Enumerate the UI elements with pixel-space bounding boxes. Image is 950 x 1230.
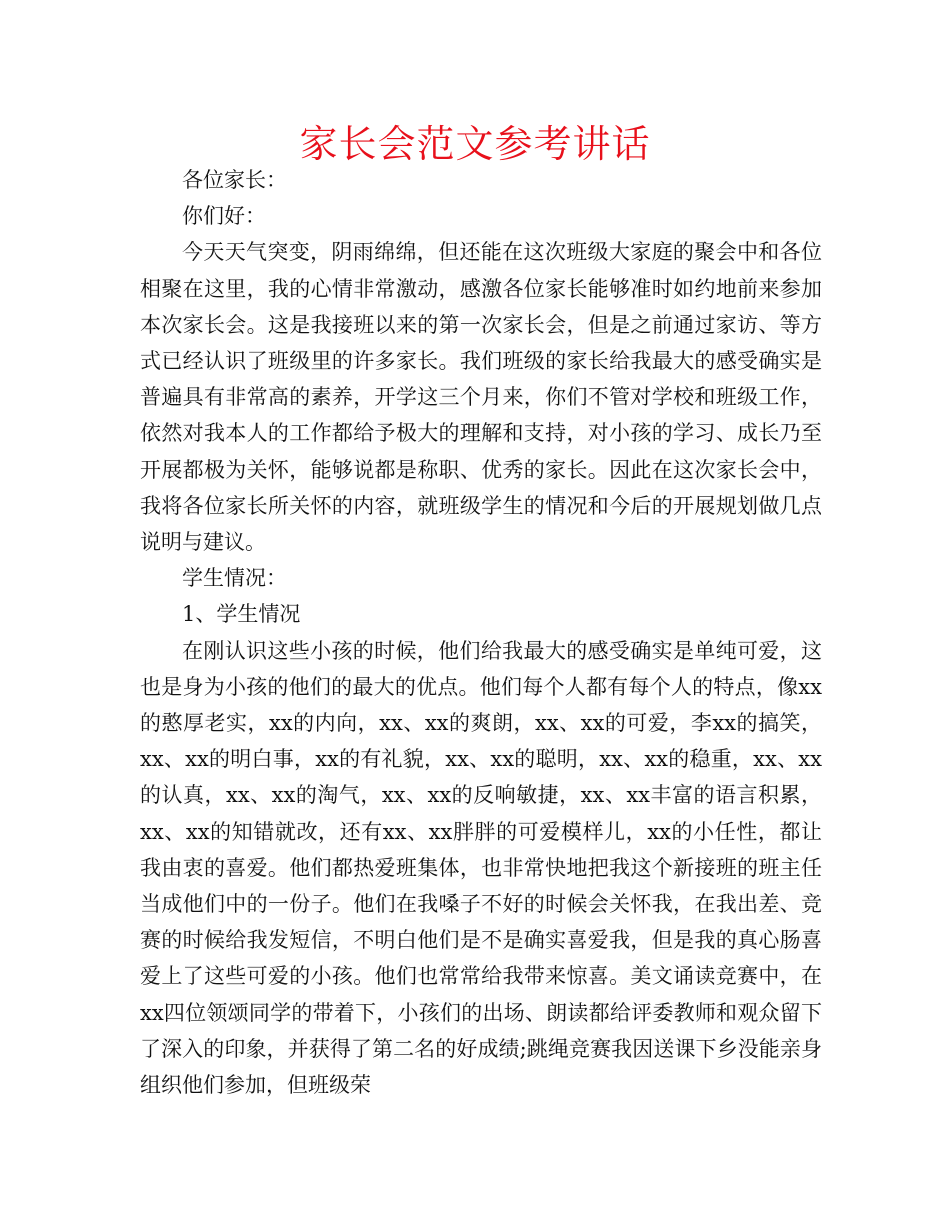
- section-heading-student-situation: 学生情况：: [182, 566, 287, 591]
- salutation-parents: 各位家长：: [182, 168, 287, 192]
- document-title: 家长会范文参考讲话: [299, 122, 651, 166]
- body-paragraph-intro: 今天天气突变，阴雨绵绵，但还能在这次班级大家庭的聚会中和各位相聚在这里，我的心情非常激动，感激各位家长能够准时如约地前来参加本次家长会。这是我接班以来的第一次家长会，但是之前通过家访、等方式已经认识了班级里的许多家长。我们班级的家长给我最大的感受确实是普遍具有非常高的素养，开学这三个月来，你们不管对学校和班级工作，依然对我本人的工作都给予极大的理解和支持，对小孩的学习、成长乃至开展都极为关怀，能够说都是称职、优秀的家长。因此在这次家长会中，我将各位家长所关怀的内容，就班级学生的情况和今后的开展规划做几点说明与建议。: [140, 240, 822, 555]
- document-body: [140, 162, 822, 1103]
- greeting: 你们好：: [182, 204, 266, 229]
- subsection-heading-1: 1、学生情况: [182, 602, 301, 627]
- body-paragraph-students: 在刚认识这些小孩的时候，他们给我最大的感受确实是单纯可爱，这也是身为小孩的他们的最大的优点。他们每个人都有每个人的特点，像xx的憨厚老实，xx的内向，xx、xx的爽朗，xx、xx的可爱，李xx的搞笑，xx、xx的明白事，xx的有礼貌，xx、xx的聪明，xx、xx的稳重，xx、xx的认真，xx、xx的淘气，xx、xx的反响敏捷，xx、xx丰富的语言积累，xx、xx的知错就改，还有xx、xx胖胖的可爱模样儿，xx的小任性，都让我由衷的喜爱。他们都热爱班集体，也非常快地把我这个新接班的班主任当成他们中的一份子。他们在我嗓子不好的时候会关怀我，在我出差、竞赛的时候给我发短信，不明白他们是不是确实喜爱我，但是我的真心肠喜爱上了这些可爱的小孩。他们也常常给我带来惊喜。美文诵读竞赛中，在xx四位领颂同学的带着下，小孩们的出场、朗读都给评委教师和观众留下了深入的印象，并获得了第二名的好成绩;跳绳竞赛我因送课下乡没能亲身组织他们参加，但班级荣: [140, 638, 822, 1098]
